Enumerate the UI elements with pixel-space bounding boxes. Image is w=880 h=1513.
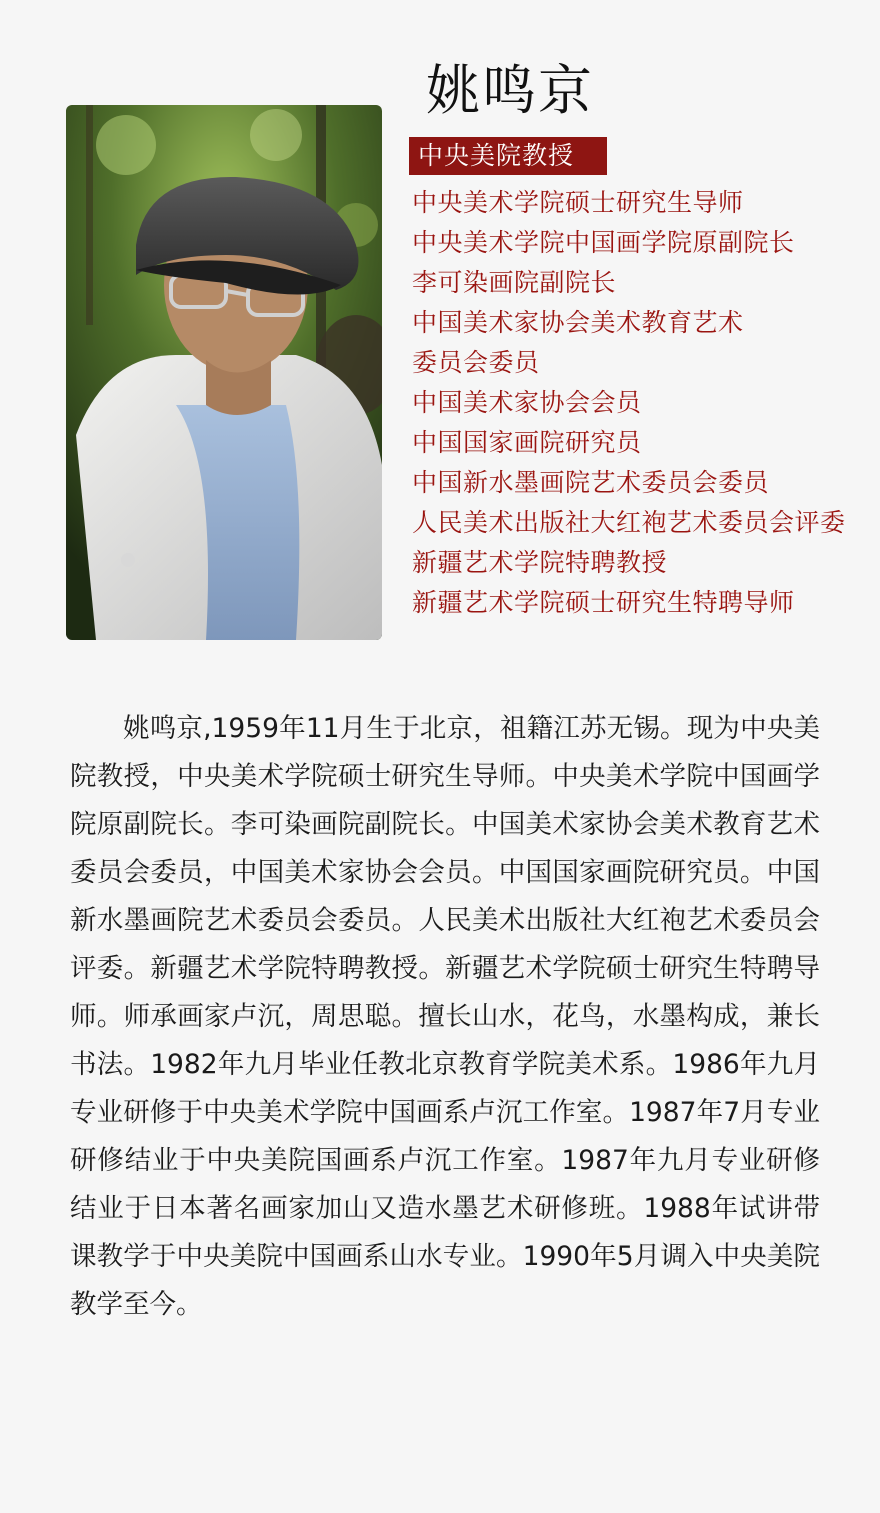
title-item: 中国美术家协会会员 [412,388,642,417]
title-item: 中央美术学院中国画学院原副院长 [412,228,795,257]
portrait-photo [66,105,382,640]
titles-list [412,183,880,623]
title-item: 委员会委员 [412,348,540,377]
title-item: 中央美术学院硕士研究生导师 [412,188,744,217]
title-item: 中国新水墨画院艺术委员会委员 [412,468,770,497]
title-item: 人民美术出版社大红袍艺术委员会评委 [412,508,846,537]
person-name: 姚鸣京 [426,59,594,122]
title-item: 中国美术家协会美术教育艺术 [412,308,744,337]
title-item: 新疆艺术学院特聘教授 [412,548,668,577]
title-item: 中国国家画院研究员 [412,428,642,457]
position-badge: 中央美院教授 [409,137,607,175]
title-item: 李可染画院副院长 [412,268,617,297]
title-item: 新疆艺术学院硕士研究生特聘导师 [412,588,795,617]
biography-text: 姚鸣京,1959年11月生于北京，祖籍江苏无锡。现为中央美院教授，中央美术学院硕士研究生导师。中央美术学院中国画学院原副院长。李可染画院副院长。中国美术家协会美术教育艺术委员会委员，中国美术家协会会员。中国国家画院研究员。中国新水墨画院艺术委员会委员。人民美术出版社大红袍艺术委员会评委。新疆艺术学院特聘教授。新疆艺术学院硕士研究生特聘导师。师承画家卢沉，周思聪。擅长山水，花鸟，水墨构成，兼长书法。1982年九月毕业任教北京教育学院美术系。1986年九月专业研修于中央美术学院中国画系卢沉工作室。1987年7月专业研修结业于中央美院国画系卢沉工作室。1987年九月专业研修结业于日本著名画家加山又造水墨艺术研修班。1988年试讲带课教学于中央美院中国画系山水专业。1990年5月调入中央美院教学至今。 [70,713,820,1320]
